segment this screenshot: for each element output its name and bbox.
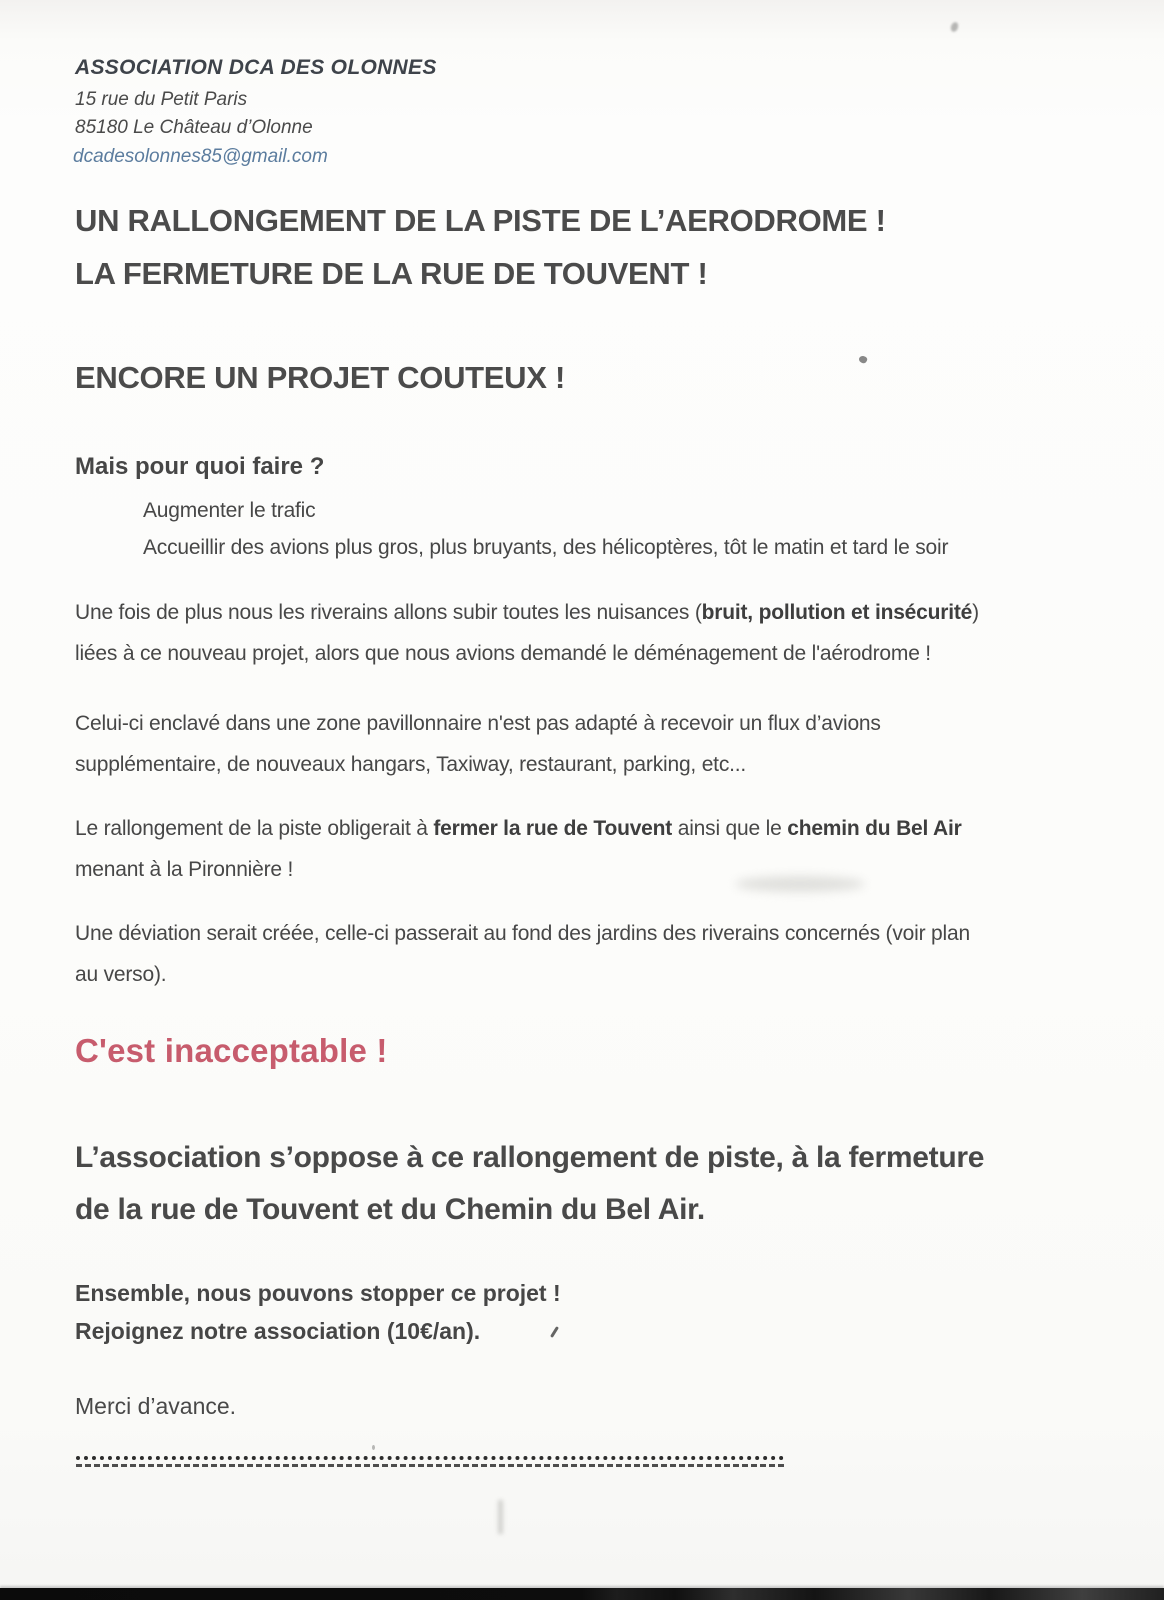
paragraph-nuisances-line2: liées à ce nouveau projet, alors que nous avions demandé le déménagement de l'aérodrome ! bbox=[75, 642, 931, 665]
scan-artifact-streak bbox=[498, 1500, 503, 1534]
paragraph-closure-line1: Le rallongement de la piste obligerait à fermer la rue de Touvent ainsi que le chemin du Bel Air bbox=[75, 817, 962, 840]
separator-dashed-row bbox=[76, 1464, 784, 1467]
headline-street-closure: LA FERMETURE DE LA RUE DE TOUVENT ! bbox=[75, 256, 708, 291]
association-name: ASSOCIATION DCA DES OLONNES bbox=[75, 56, 437, 79]
headline-runway-extension: UN RALLONGEMENT DE LA PISTE DE L’AERODROME ! bbox=[75, 203, 886, 238]
headline-costly-project: ENCORE UN PROJET COUTEUX ! bbox=[75, 360, 565, 395]
cta-stop-project: Ensemble, nous pouvons stopper ce projet ! bbox=[75, 1280, 561, 1306]
statement-opposition-line2: de la rue de Touvent et du Chemin du Bel Air. bbox=[75, 1193, 705, 1226]
cta-join-association: Rejoignez notre association (10€/an). bbox=[75, 1318, 481, 1344]
dotted-separator-line bbox=[76, 1456, 784, 1468]
why-item-planes: Accueillir des avions plus gros, plus bruyants, des hélicoptères, tôt le matin et tard le soir bbox=[143, 536, 949, 559]
paragraph-enclave-line2: supplémentaire, de nouveaux hangars, Taxiway, restaurant, parking, etc... bbox=[75, 753, 747, 776]
slogan-unacceptable: C'est inacceptable ! bbox=[75, 1032, 388, 1069]
address-city: 85180 Le Château d’Olonne bbox=[75, 117, 313, 138]
email-address: dcadesolonnes85@gmail.com bbox=[73, 146, 328, 167]
scan-artifact-speck bbox=[858, 355, 868, 365]
paragraph-nuisances-line1: Une fois de plus nous les riverains allons subir toutes les nuisances (bruit, pollution et insécurité) bbox=[75, 601, 979, 624]
scan-artifact-speck bbox=[950, 21, 960, 33]
scan-edge-bar bbox=[0, 1588, 1164, 1600]
scan-artifact-smudge bbox=[735, 876, 865, 892]
scan-artifact-speck bbox=[372, 1445, 375, 1450]
paragraph-closure-line2: menant à la Pironnière ! bbox=[75, 858, 294, 881]
paragraph-deviation-line1: Une déviation serait créée, celle-ci passerait au fond des jardins des riverains concernés (voir plan bbox=[75, 922, 970, 945]
separator-dotted-row bbox=[76, 1456, 784, 1460]
address-street: 15 rue du Petit Paris bbox=[75, 89, 248, 110]
statement-opposition-line1: L’association s’oppose à ce rallongement de piste, à la fermeture bbox=[75, 1141, 985, 1174]
why-heading: Mais pour quoi faire ? bbox=[75, 453, 325, 480]
why-item-traffic: Augmenter le trafic bbox=[143, 499, 316, 522]
paragraph-deviation-line2: au verso). bbox=[75, 963, 167, 986]
closing-thanks: Merci d’avance. bbox=[75, 1393, 237, 1419]
paragraph-enclave-line1: Celui-ci enclavé dans une zone pavillonnaire n'est pas adapté à recevoir un flux d’avions bbox=[75, 712, 881, 735]
scan-artifact-tick bbox=[550, 1326, 559, 1338]
